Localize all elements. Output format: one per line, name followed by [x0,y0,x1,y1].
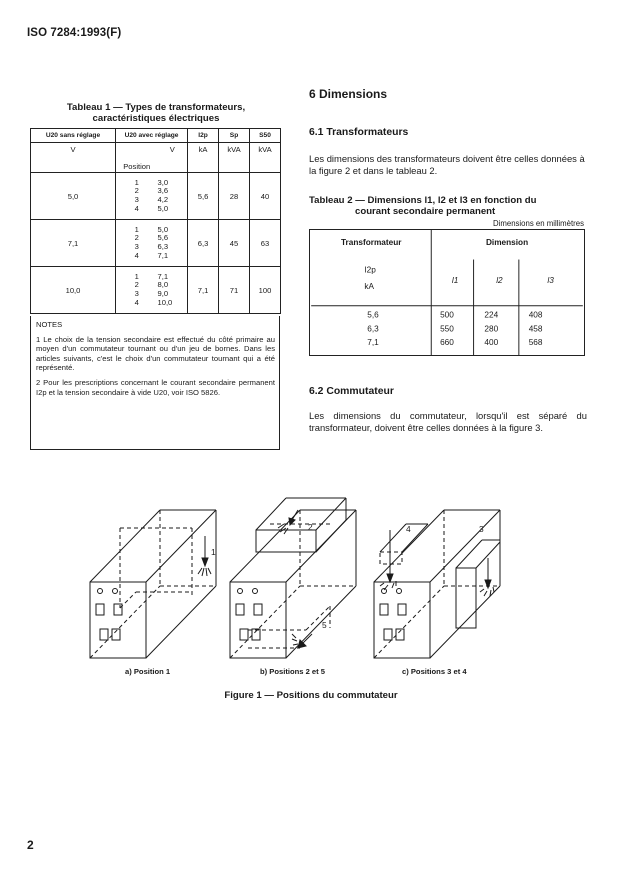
i2p-cell: 6,3 [188,220,219,267]
table1-caption-line1: Tableau 1 — Types de transformateurs, [66,102,246,113]
svg-text:568: 568 [528,338,543,348]
s50-cell: 63 [250,220,281,267]
sp-cell: 71 [219,267,250,314]
label-c-3: 3 [479,524,484,534]
svg-text:6,3: 6,3 [367,324,379,334]
table1-caption-line2: caractéristiques électriques [92,113,220,124]
svg-text:400: 400 [484,338,499,348]
unit-v: V [31,143,116,173]
col-i2p: I2p [188,129,219,143]
subcaption-a: a) Position 1 [125,667,171,676]
volts-cell: 3,0 3,6 4,2 5,0 [158,173,188,220]
unit-ka: kA [188,143,219,173]
t2-row-2 [367,324,543,333]
table2 [309,229,585,356]
svg-text:280: 280 [484,324,499,334]
section-6-1-text: Les dimensions des transformateurs doivent être celles données à la figure 2 et dans le tableau 2. [309,153,585,176]
page-number: 2 [27,838,34,852]
volts-cell: 7,1 8,0 9,0 10,0 [158,267,188,314]
note-1: 1 Le choix de la tension secondaire est effectué du côté primaire au moyen d'un commutateur tournant ou d'un jeu de bornes. Dans les articles suivants, c'est le choix d'un commutateur tournant qui a été représenté. [36,334,275,373]
table1 [30,128,281,314]
t2-row-3 [367,338,543,347]
t2-i2p-label: I2p [364,265,376,275]
sp-cell: 45 [219,220,250,267]
u20-cell: 7,1 [31,220,116,267]
positions-cell: 1 2 3 4 [116,173,158,220]
table2-caption [309,195,585,217]
positions-cell: 1 2 3 4 [116,267,158,314]
table1-caption [30,102,282,124]
figure-1-caption: Figure 1 — Positions du commutateur [224,690,398,701]
t2-col-dimension: Dimension [485,237,529,247]
section-6-2-text: Les dimensions du commutateur, lorsqu'il est séparé du transformateur, doivent être celles données à la figure 3. [309,410,587,433]
subcaption-b: b) Positions 2 et 5 [260,667,325,676]
notes-title: NOTES [36,320,63,329]
i2p-cell: 5,6 [188,173,219,220]
label-b-5: 5 [322,620,327,630]
svg-text:550: 550 [440,324,454,334]
table-row [31,220,281,267]
positions-cell: 1 2 3 4 [116,220,158,267]
svg-text:5,6: 5,6 [367,310,379,320]
table-row [31,267,281,314]
svg-text:660: 660 [440,338,454,348]
u20-cell: 5,0 [31,173,116,220]
unit-kva2: kVA [250,143,281,173]
section-6-title: 6 Dimensions [309,87,388,101]
unit-kva1: kVA [219,143,250,173]
s50-cell: 40 [250,173,281,220]
note-2: 2 Pour les prescriptions concernant le courant secondaire permanent I2p et la tension secondaire à vide U20, voir ISO 5826. [36,377,275,397]
table1-notes [30,316,280,450]
i2p-cell: 7,1 [188,267,219,314]
t2-l2-label: l2 [496,276,503,286]
s50-cell: 100 [250,267,281,314]
section-6-1-title: 6.1 Transformateurs [309,127,409,138]
col-s50: S50 [250,129,281,143]
svg-text:408: 408 [528,310,543,320]
figure-1 [80,488,520,678]
document-header: ISO 7284:1993(F) [27,27,122,39]
table-row [31,173,281,220]
t2-ka-label: kA [364,282,374,292]
table2-caption-line1: Tableau 2 — Dimensions l1, l2 et l3 en fonction du [309,195,537,206]
sp-cell: 28 [219,173,250,220]
label-b-2: 2 [308,522,313,532]
col-sp: Sp [219,129,250,143]
t2-l1-label: l1 [451,276,459,286]
t2-row-1 [367,311,543,320]
svg-text:500: 500 [440,310,454,320]
col-u20-avec: U20 avec réglage [116,129,188,143]
svg-text:458: 458 [528,324,543,334]
col-u20-sans: U20 sans réglage [31,129,116,143]
table2-unit: Dimensions en millimètres [493,219,584,228]
t2-l3-label: l3 [547,276,554,286]
svg-text:224: 224 [484,310,499,320]
figure-a-transformer [90,510,216,658]
section-6-2-title: 6.2 Commutateur [309,386,394,397]
label-a-1: 1 [211,547,216,557]
t2-col-transformateur: Transformateur [340,237,402,247]
u20-cell: 10,0 [31,267,116,314]
unit-v2: V [158,143,188,173]
volts-cell: 5,0 5,6 6,3 7,1 [158,220,188,267]
unit-position: Position [116,143,158,173]
svg-text:7,1: 7,1 [367,338,379,348]
subcaption-c: c) Positions 3 et 4 [402,667,467,676]
figure-b-transformer [230,498,356,658]
table2-caption-line2: courant secondaire permanent [355,206,496,217]
label-c-4: 4 [406,524,411,534]
